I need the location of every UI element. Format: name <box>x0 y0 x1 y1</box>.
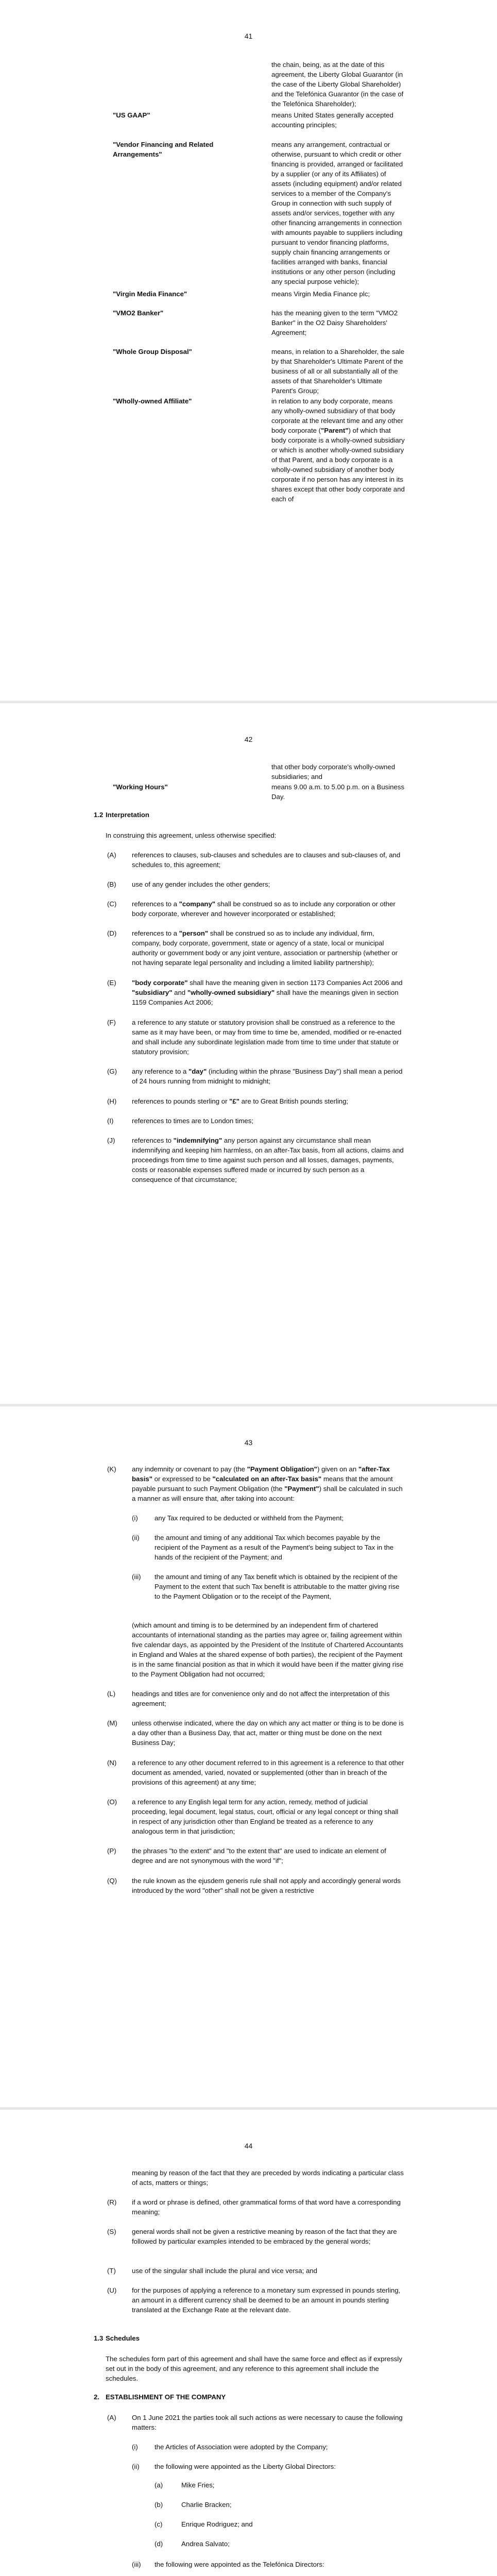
item-text: headings and titles are for convenience only and do not affect the interpretation of this agreement; <box>132 1690 390 1707</box>
item-label: (A) <box>107 851 116 859</box>
schedules-text: The schedules form part of this agreement and shall have the same force and effect as if expressly set out in the body of this agreement, and any reference to this agreement shall include the schedules. <box>106 2355 402 2382</box>
definition-body: means, in relation to a Shareholder, the sale by that Shareholder's Ultimate Parent of the business of all or all substantially all of the assets of that Shareholder's Ultimate Parent's Group; <box>271 348 405 395</box>
definition-body: that other body corporate's wholly-owned subsidiaries; and <box>271 763 396 781</box>
item-text: the rule known as the ejusdem generis rule shall not apply and accordingly general words introduced by the word "other" shall not be given a restrictive <box>132 1877 401 1894</box>
item-text: general words shall not be given a restrictive meaning by reason of the fact that they are followed by particular examples intended to be embraced by the general words; <box>132 2228 397 2245</box>
item-text: references to "indemnifying" any person against any circumstance shall mean indemnifying and keeping him harmless, on an after-Tax basis, from all actions, claims and proceedings from time to time against such person and all losses, damages, payments, costs or reasonable expenses suffered made or incurred by such person as a consequence of that circumstance; <box>132 1137 404 1183</box>
item-text: any indemnity or covenant to pay (the "Payment Obligation") given on an "after-Tax basis" or expressed to be "calculated on an after-Tax basis" means that the amount payable pursuant to such Payment Obligation (the "Payment") shall be calculated in such a manner as will ensure that, after taking into account: <box>132 1465 403 1502</box>
item-text: use of the singular shall include the plural and vice versa; and <box>132 2267 317 2275</box>
definition-body: has the meaning given to the term "VMO2 Banker" in the O2 Daisy Shareholders' Agreement; <box>271 309 398 336</box>
item-text: references to clauses, sub-clauses and schedules are to clauses and sub-clauses of, and schedules to, this agreement; <box>132 851 401 869</box>
item-text: any reference to a "day" (including within the phrase "Business Day") shall mean a period of 24 hours running from midnight to midnight; <box>132 1067 403 1085</box>
definition-term: "US GAAP" <box>113 111 150 119</box>
item-label: (F) <box>107 1019 116 1026</box>
definition-body: means Virgin Media Finance plc; <box>271 290 370 298</box>
item-label: (N) <box>107 1759 117 1767</box>
item-label: (O) <box>107 1798 117 1806</box>
section-number: 1.2 <box>94 811 104 819</box>
subitem-label: (i) <box>132 1514 138 1522</box>
definition-term: "Vendor Financing and Related Arrangements" <box>113 141 214 158</box>
page-44 <box>0 2110 497 2576</box>
subitem-label: (ii) <box>132 1534 140 1541</box>
definition-term: "Wholly-owned Affiliate" <box>113 397 192 405</box>
item-label: (I) <box>107 1117 114 1125</box>
item-text: On 1 June 2021 the parties took all such actions as were necessary to cause the following matters: <box>132 2414 403 2431</box>
item-text: references to a "company" shall be construed so as to include any corporation or other body corporate, wherever and however incorporated or established; <box>132 900 396 918</box>
subitem-text: any Tax required to be deducted or withheld from the Payment; <box>155 1514 344 1522</box>
item-label: (J) <box>107 1137 115 1144</box>
item-label: (H) <box>107 1097 117 1105</box>
subitem-text: the Articles of Association were adopted by the Company; <box>155 2443 328 2451</box>
item-label: (Q) <box>107 1877 117 1885</box>
item-label: (C) <box>107 900 117 908</box>
item-text: use of any gender includes the other genders; <box>132 880 270 888</box>
subitem-text: the following were appointed as the Telefónica Directors: <box>155 2561 324 2568</box>
item-label: (P) <box>107 1847 116 1855</box>
definition-term: "Virgin Media Finance" <box>113 290 187 298</box>
section-title: ESTABLISHMENT OF THE COMPANY <box>106 2393 226 2401</box>
item-text: if a word or phrase is defined, other grammatical forms of that word have a corresponding meaning; <box>132 2198 401 2216</box>
director-label: (b) <box>155 2501 163 2509</box>
definition-body: means United States generally accepted accounting principles; <box>271 111 393 129</box>
subitem-text: the amount and timing of any Tax benefit which is obtained by the recipient of the Payment to the extent that such Tax benefit is attributable to the matter giving rise to the Payment Obligation or to the receipt of the Payment, <box>155 1573 400 1600</box>
subitem-text: the amount and timing of any additional Tax which becomes payable by the recipient of the Payment as a result of the Payment's being subject to Tax in the hands of the recipient of the Payment; and <box>155 1534 394 1561</box>
definition-body: the chain, being, as at the date of this agreement, the Liberty Global Guarantor (in the case of the Liberty Global Shareholder) and the Telefónica Guarantor (in the case of the Telefónica Shareholder); <box>271 61 404 108</box>
item-text: a reference to any other document referred to in this agreement is a reference to that other document as amended, varied, novated or supplemented (other than in breach of the provisions of this agreement) at any time; <box>132 1759 404 1786</box>
page-number: 42 <box>244 735 253 743</box>
item-label: (R) <box>107 2198 117 2206</box>
item-text: for the purposes of applying a reference to a monetary sum expressed in pounds sterling, an amount in a different currency shall be deemed to be an amount in pounds sterling translated at the Exchange Rate at the relevant date. <box>132 2286 401 2314</box>
section-number: 2. <box>94 2393 99 2401</box>
director-label: (c) <box>155 2520 163 2528</box>
definition-term: "Working Hours" <box>113 783 168 791</box>
page-41 <box>0 0 497 701</box>
item-continuation: (which amount and timing is to be determined by an independent firm of chartered accountants of international standing as the parties may agree or, failing agreement within five calendar days, as appointed by the President of the Institute of Chartered Accountants in England and Wales at the shared expense of both parties), the recipient of the Payment is in the same financial position as that in which it would have been if the matter giving rise to the Payment Obligation had not occurred; <box>132 1621 404 1678</box>
page-number: 43 <box>244 1438 253 1447</box>
definition-term: "VMO2 Banker" <box>113 309 164 317</box>
item-text: "body corporate" shall have the meaning given in section 1173 Companies Act 2006 and "subsidiary" and "wholly-owned subsidiary" shall have the meanings given in section 1159 Companies Act 2006; <box>132 979 403 1006</box>
page-number: 41 <box>244 32 253 40</box>
director-label: (d) <box>155 2540 163 2548</box>
subitem-label: (i) <box>132 2443 138 2451</box>
item-label: (L) <box>107 1690 116 1698</box>
item-label: (G) <box>107 1067 117 1075</box>
item-label: (T) <box>107 2267 116 2275</box>
page-42 <box>0 703 497 1404</box>
subitem-label: (ii) <box>132 2463 140 2470</box>
item-text: references to times are to London times; <box>132 1117 254 1125</box>
interpretation-intro: In construing this agreement, unless otherwise specified: <box>106 832 277 839</box>
section-number: 1.3 <box>94 2334 104 2342</box>
item-text: a reference to any statute or statutory provision shall be construed as a reference to the same as it may have been, or may from time to time be, amended, modified or re-enacted and shall include any subordinate legislation made from time to time under that statute or statutory provision; <box>132 1019 402 1056</box>
director-label: (a) <box>155 2481 163 2489</box>
item-continuation: meaning by reason of the fact that they are preceded by words indicating a particular class of acts, matters or things; <box>132 2169 404 2187</box>
item-label: (K) <box>107 1465 116 1473</box>
item-label: (D) <box>107 929 117 937</box>
definition-term: "Whole Group Disposal" <box>113 348 192 355</box>
section-title: Schedules <box>106 2334 140 2342</box>
subitem-text: the following were appointed as the Liberty Global Directors: <box>155 2463 336 2470</box>
definition-body: means any arrangement, contractual or otherwise, pursuant to which credit or other financing is provided, arranged or facilitated by a supplier (or any of its Affiliates) of assets (including equipment) and/or related services to a member of the Company's Group in connection with such supply of assets and/or services, together with any other financing arrangements in connection with amounts payable to suppliers including pursuant to vendor financing platforms, supply chain financing arrangements or facilities arranged with banks, financial institutions or any other person (including any special purpose vehicle); <box>271 141 403 285</box>
subitem-label: (iii) <box>132 2561 141 2568</box>
item-label: (E) <box>107 979 116 987</box>
item-label: (A) <box>107 2414 116 2421</box>
item-text: unless otherwise indicated, where the day on which any act matter or thing is to be done is a day other than a Business Day, that act, matter or thing must be done on the next Business Day; <box>132 1719 404 1747</box>
subitem-label: (iii) <box>132 1573 141 1581</box>
item-text: references to pounds sterling or "£" are to Great British pounds sterling; <box>132 1097 349 1105</box>
item-label: (B) <box>107 880 116 888</box>
item-text: a reference to any English legal term for any action, remedy, method of judicial proceeding, legal document, legal status, court, official or any legal concept or thing shall in respect of any jurisdiction other than England be treated as a reference to any analogous term in that jurisdiction; <box>132 1798 399 1835</box>
director-name: Mike Fries; <box>181 2481 215 2489</box>
definition-body: means 9.00 a.m. to 5.00 p.m. on a Business Day. <box>271 783 405 801</box>
item-label: (U) <box>107 2286 117 2294</box>
page-number: 44 <box>244 2142 253 2150</box>
item-label: (S) <box>107 2228 116 2235</box>
item-text: references to a "person" shall be construed so as to include any individual, firm, company, body corporate, government, state or agency of a state, local or municipal authority or government body or any joint venture, association or partnership (whether or not having separate legal personality and including a limited liability partnership); <box>132 929 398 967</box>
item-label: (M) <box>107 1719 117 1727</box>
definition-body: in relation to any body corporate, means any wholly-owned subsidiary of that body corporate at the relevant time and any other body corporate ("Parent") of which that body corporate is a wholly-owned subsidiary or which is another wholly-owned subsidiary of that Parent, and a body corporate is a wholly-owned subsidiary of another body corporate if no person has any interest in its shares except that other body corporate and each of <box>271 397 405 503</box>
director-name: Andrea Salvato; <box>181 2540 230 2548</box>
page-43 <box>0 1406 497 2107</box>
item-text: the phrases "to the extent" and "to the extent that" are used to indicate an element of degree and are not synonymous with the word "if"; <box>132 1847 386 1865</box>
section-title: Interpretation <box>106 811 149 819</box>
director-name: Enrique Rodriguez; and <box>181 2520 253 2528</box>
director-name: Charlie Bracken; <box>181 2501 232 2509</box>
